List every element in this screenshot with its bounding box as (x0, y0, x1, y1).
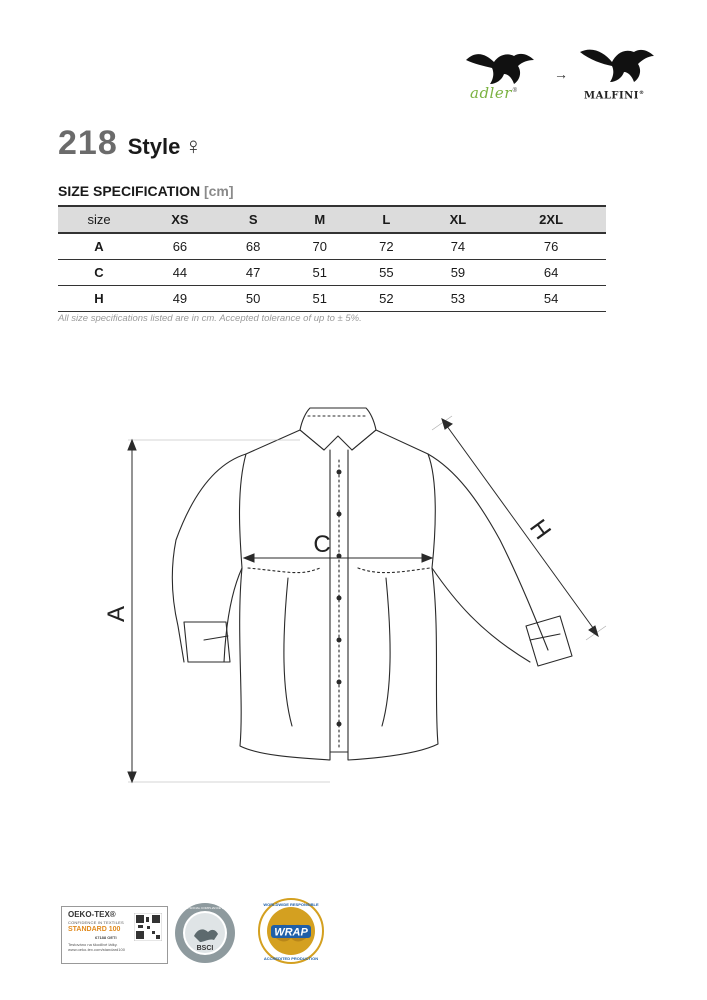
adler-eagle-icon (462, 40, 542, 90)
table-cell: 49 (172, 291, 188, 306)
table-header-row (58, 206, 606, 233)
style-label: Style (127, 134, 181, 159)
table-cell: 53 (450, 291, 466, 306)
right-cuff (526, 616, 572, 666)
table-cell: 64 (543, 265, 559, 280)
bsci-badge (174, 902, 236, 964)
table-header-cell: S (248, 212, 258, 227)
malfini-eagle-icon (578, 40, 658, 90)
table-cell: 44 (172, 265, 188, 280)
shirt-diagram (0, 400, 707, 800)
table-header-cell: XL (449, 212, 467, 227)
oeko-tex-badge: OEKO-TEX® CONFIDENCE IN TEXTILES STANDARD 100 67188 OETI Testováno na škodlivé látky. www.oeko-tex.com/standard100 (61, 906, 168, 964)
collar (300, 408, 376, 450)
product-title (58, 124, 202, 163)
product-number: 218 (58, 124, 118, 162)
tolerance-note: All size specifications listed are in cm. Accepted tolerance of up to ± 5%. (58, 313, 362, 324)
table-cell: A (94, 239, 104, 254)
table-cell: 50 (245, 291, 261, 306)
table-header-cell: XS (171, 212, 189, 227)
svg-text:ACCREDITED PRODUCTION: ACCREDITED PRODUCTION (263, 956, 319, 961)
table-cell: 55 (379, 265, 394, 280)
left-sleeve-outline (172, 454, 246, 662)
label-c: C (313, 531, 331, 558)
left-cuff (184, 622, 230, 662)
table-cell: 59 (450, 265, 466, 280)
label-h: H (524, 514, 557, 545)
table-cell: 51 (312, 265, 327, 280)
table-header-cell: M (314, 212, 326, 227)
table-cell: H (94, 291, 104, 306)
table-cell: C (94, 265, 104, 280)
malfini-wordmark: MALFINI® (584, 90, 645, 102)
svg-text:WRAP: WRAP (274, 926, 308, 939)
table-cell: 47 (245, 265, 261, 280)
wrap-badge (258, 898, 324, 964)
table-cell: 74 (450, 239, 466, 254)
svg-text:BSCI: BSCI (196, 945, 214, 952)
table-cell: 52 (379, 291, 394, 306)
table-cell: 66 (172, 239, 188, 254)
table-header-cell: L (382, 212, 391, 227)
table-row (58, 233, 606, 260)
left-sleeve-inner (224, 568, 242, 662)
table-cell: 51 (312, 291, 327, 306)
table-cell: 54 (543, 291, 559, 306)
dimension-h (432, 416, 606, 640)
table-header-cell: size (87, 212, 111, 227)
size-spec-heading: SIZE SPECIFICATION [cm] (58, 183, 234, 199)
qr-code-icon (134, 913, 162, 941)
table-cell: 76 (543, 239, 559, 254)
label-a: A (103, 605, 130, 623)
table-cell: 72 (379, 239, 394, 254)
buttons (337, 470, 342, 727)
female-icon: ♀ (184, 133, 203, 160)
arrow-right-icon: → (554, 66, 568, 82)
svg-text:WORLDWIDE RESPONSIBLE: WORLDWIDE RESPONSIBLE (263, 902, 319, 907)
table-row (58, 260, 606, 286)
table-cell: 70 (312, 239, 327, 254)
adler-wordmark: adler® (470, 84, 519, 102)
table-cell: 68 (245, 239, 261, 254)
svg-text:BUSINESS SOCIAL COMPLIANCE INI: BUSINESS SOCIAL COMPLIANCE INITIATIVE (174, 906, 236, 910)
table-header-cell: 2XL (539, 212, 564, 227)
right-sleeve-inner (432, 568, 530, 662)
size-table (58, 205, 606, 312)
table-row (58, 286, 606, 312)
